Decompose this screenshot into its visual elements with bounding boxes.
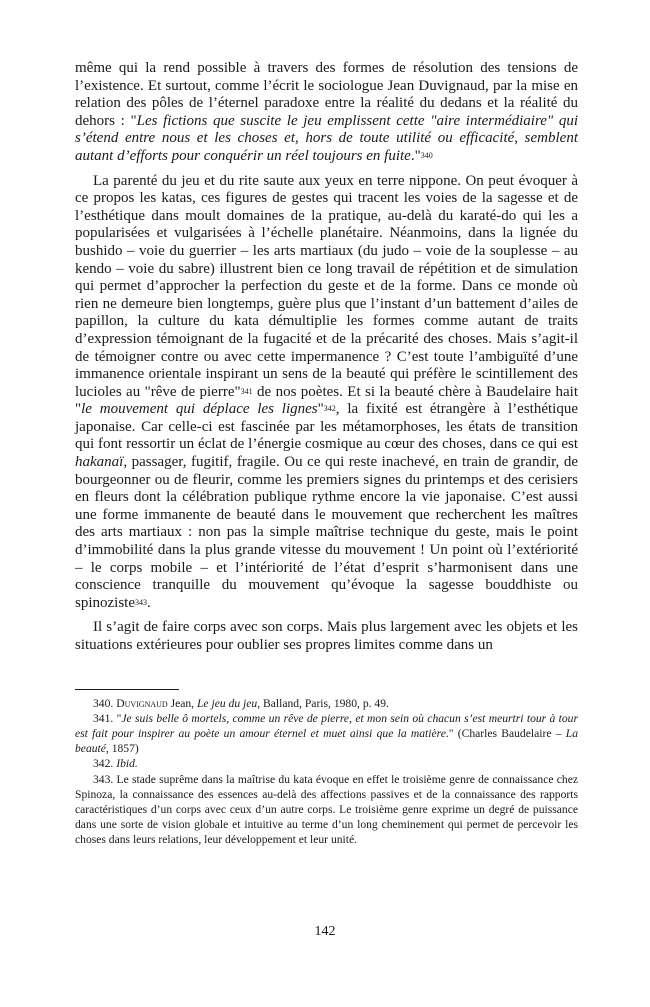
- text-run: ": [113, 711, 122, 725]
- poem-title: La beauté,: [75, 727, 578, 756]
- footnote-divider: [75, 689, 179, 690]
- body-text: [75, 60, 578, 655]
- book-title: Le jeu du jeu: [196, 696, 258, 710]
- text-run: Le stade suprême dans la maîtrise du kata évoque en effet le troisième genre de connaissance chez Spinoza, la connaissance des essences au-delà des affections passives et de la connaissance des rapports caractéristiques d’un corps avec ceux d’un autre corps. Le troisième genre exprime un degré de puissance dans une sorte de vision globale et intuitive au terme d’un long cheminement qui permet de percevoir les choses dans leurs relations, leur développement et leur unité.: [75, 772, 578, 847]
- quote-italic: Les fictions que suscite le jeu emplissent cette "aire intermédiaire" qui s’étend entre nous et les choses et, hors de toute utilité ou efficacité, semblent autant d’efforts pour conquérir un réel toujours en fuite: [75, 112, 579, 164]
- paragraph-1: [75, 60, 578, 166]
- text-run: Il s’agit de faire corps avec son corps. Mais plus largement avec les objets et les situations extérieures pour oublier ses propres limites comme dans un: [75, 619, 578, 653]
- text-run: , Balland, Paris, 1980, p. 49.: [257, 696, 389, 710]
- text-run: .: [147, 594, 151, 611]
- footnote-343: [75, 772, 578, 848]
- footnote-340: [75, 696, 578, 711]
- text-run: , passager, fugitif, fragile. Ou ce qui reste inachevé, en train de grandir, de bourgeonner ou de fleurir, comme les premiers signes du printemps et des cerisiers en fleurs dont la célébration publique rythme encore la vie japonaise. C’est aussi une forme immanente de beauté dans le mouvement que recherchent les maîtres des arts martiaux : non pas la simple maîtrise technique du geste, mais le point d’immobilité dans la plus grande vitesse du mouvement ! Un point où l’extériorité – le corps mobile – et l’intériorité de l’état d’esprit s’harmonisent dans une conscience tranquille du mouvement qu’évoque la sagesse bouddhiste ou spinoziste: [75, 454, 578, 611]
- page-content: [75, 60, 578, 848]
- page-number: 142: [314, 924, 336, 939]
- ibid: Ibid.: [116, 757, 138, 771]
- text-run: ": [317, 401, 324, 418]
- footnote-number: 340.: [93, 696, 114, 710]
- quote-italic: Je suis belle ô mortels, comme un rêve de pierre, et mon sein où chacun s’est meurtri tour à tour est fait pour inspirer au poète un amour éternel et muet ainsi que la matière: [75, 711, 578, 740]
- text-run: de nos poètes. Et si la beauté chère à Baudelaire hait ": [75, 383, 578, 418]
- text-run: La parenté du jeu et du rite saute aux yeux en terre nippone. On peut évoquer à ce propos les katas, ces figures de gestes qui tracent les voies de la sagesse et de l’esthétique dans moult domaines de la pratique, au-delà du karaté-do qui les a popularisées et vulgarisées à l’échelle planétaire. Néanmoins, dans la lignée du bushido – voie du guerrier – les arts martiaux (du judo – voie de la souplesse – au kendo – voie du sabre) illustrent bien ce long travail de répétition et de simulation qui permet d’approcher la perfection du geste et de la forme. Dans ce monde où rien ne demeure bien longtemps, guère plus que l’instant d’un battement d’ailes de papillon, la culture du kata démultiplie les formes comme autant de traits d’expression témoignant de la fugacité et de la précarité des choses. Mais s’agit-il de témoigner contre ou avec cette impermanence ? C’est toute l’ambiguïté d’une immanence orientale inspirant un sens de la beauté qui préfère le scintillement des lucioles au "rêve de pierre": [75, 172, 578, 400]
- footnote-ref-340[interactable]: 340: [420, 150, 433, 160]
- footnote-number: 343.: [93, 772, 114, 786]
- text-run: .": [410, 147, 421, 164]
- footnote-number: 341.: [93, 711, 114, 725]
- text-run: Jean,: [167, 696, 197, 710]
- footnote-ref-341[interactable]: 341: [240, 386, 253, 396]
- footnote-ref-343[interactable]: 343: [135, 597, 147, 607]
- text-run: 1857): [108, 742, 139, 756]
- text-run: ." (Charles Baudelaire –: [445, 727, 566, 740]
- term-italic: hakanaï: [75, 454, 124, 471]
- footnote-341: [75, 711, 578, 757]
- footnote-number: 342.: [93, 757, 114, 771]
- footnote-ref-342[interactable]: 342: [323, 404, 336, 414]
- text-run: même qui la rend possible à travers des formes de résolution des tensions de l’existence. Et surtout, comme l’écrit le sociologue Jean Duvignaud, par la mise en relation des pôles de l’éternel paradoxe entre la réalité du dedans et la réalité du dehors : ": [75, 60, 578, 129]
- footnote-342: [75, 756, 578, 771]
- text-run: , la fixité est étrangère à l’esthétique japonaise. Car celle-ci est fascinée par les métamorphoses, les états de transition qui font ressortir un éclat de l’énergie cosmique au cœur des choses, dans ce qui est: [75, 401, 578, 453]
- quote-italic: le mouvement qui déplace les lignes: [81, 401, 318, 418]
- footnote-author: Duvignaud: [116, 696, 168, 710]
- paragraph-2: [75, 173, 578, 613]
- paragraph-3: [75, 619, 578, 654]
- footnotes: [75, 696, 578, 848]
